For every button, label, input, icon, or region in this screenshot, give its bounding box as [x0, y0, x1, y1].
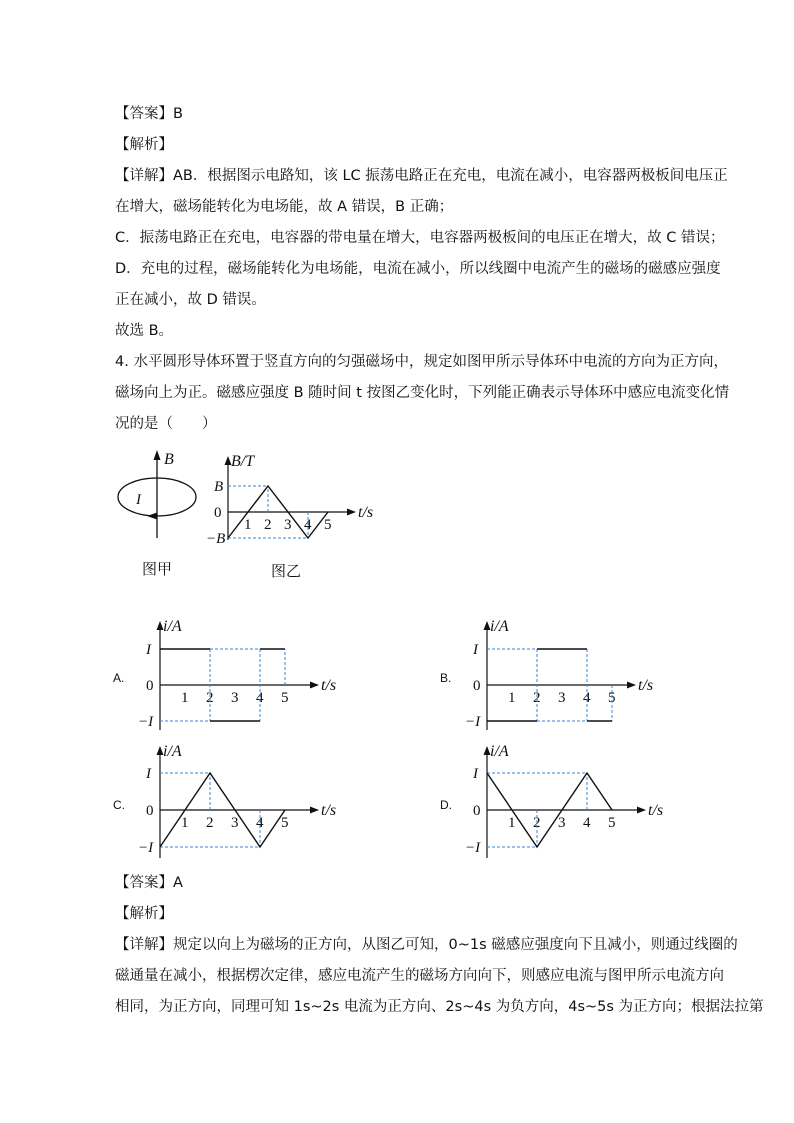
option-label-a: A.	[113, 671, 125, 685]
x-axis-label: t/s	[358, 504, 374, 521]
y-pos-label: I	[146, 642, 151, 658]
detail-line: 在增大，磁场能转化为电场能，故 A 错误，B 正确；	[115, 199, 454, 215]
y-axis-label: i/A	[490, 743, 509, 760]
x-tick-label: 4	[304, 517, 312, 533]
x-axis-label: t/s	[321, 677, 337, 694]
question-line: 4. 水平圆形导体环置于竖直方向的匀强磁场中，规定如图甲所示导体环中电流的方向为正方向，	[115, 354, 728, 370]
y-pos-label: I	[473, 766, 478, 782]
analysis-label-2: 【解析】	[115, 906, 173, 922]
y-axis-label: i/A	[163, 743, 182, 760]
y-neg-label: −B	[206, 531, 226, 547]
option-b-chart[interactable]	[462, 615, 692, 735]
detail-line: 【详解】AB．根据图示电路知，该 LC 振荡电路正在充电，电流在减小，电容器两极板间电压正	[115, 168, 728, 184]
question-line: 磁场向上为正。磁感应强度 B 随时间 t 按图乙变化时，下列能正确表示导体环中感应电流变化情	[115, 385, 730, 401]
x-tick-label: 2	[533, 815, 541, 831]
x-tick-label: 5	[608, 815, 616, 831]
x-axis-arrow-icon	[310, 682, 319, 689]
y-neg-label: −I	[465, 840, 481, 856]
option-label-b: B.	[440, 671, 452, 685]
x-tick-label: 1	[181, 815, 189, 831]
option-label-d: D.	[440, 798, 452, 812]
detail-line: 故选 B。	[115, 323, 174, 339]
option-label-c: C.	[113, 798, 125, 812]
answer-label-2: 【答案】A	[115, 875, 183, 891]
x-axis-arrow-icon	[347, 509, 356, 516]
detail-line: D．充电的过程，磁场能转化为电场能，电流在减小，所以线圈中电流产生的磁场的磁感应强度	[115, 261, 721, 277]
y-pos-label: B	[214, 479, 224, 495]
origin-label: 0	[473, 678, 481, 694]
analysis-label-1: 【解析】	[115, 137, 173, 153]
x-tick-label: 2	[206, 815, 214, 831]
detail-line: 正在减小，故 D 错误。	[115, 292, 266, 308]
detail-line: 相同，为正方向，同理可知 1s~2s 电流为正方向、2s~4s 为负方向，4s~5s 为正方向；根据法拉第	[115, 999, 764, 1015]
field-arrow-head-icon	[154, 450, 161, 460]
x-tick-label: 5	[608, 690, 616, 706]
y-axis-label: i/A	[490, 618, 509, 635]
x-tick-label: 2	[206, 690, 214, 706]
x-tick-label: 1	[181, 690, 189, 706]
x-axis-arrow-icon	[310, 807, 319, 814]
question-line: 况的是（ ）	[115, 416, 217, 432]
x-tick-label: 4	[256, 690, 264, 706]
origin-label: 0	[214, 505, 222, 521]
y-neg-label: −I	[138, 714, 154, 730]
label-I: I	[136, 492, 141, 508]
caption-yi: 图乙	[271, 562, 302, 580]
x-tick-label: 5	[281, 815, 289, 831]
x-tick-label: 2	[264, 517, 272, 533]
x-tick-label: 4	[583, 815, 591, 831]
detail-line: 【详解】规定以向上为磁场的正方向，从图乙可知，0~1s 磁感应强度向下且减小，则通过线圈的	[115, 937, 738, 953]
answer-label-1: 【答案】B	[115, 106, 183, 122]
option-c-chart[interactable]	[135, 738, 365, 863]
x-axis-label: t/s	[638, 677, 654, 694]
detail-line: C．振荡电路正在充电，电容器的带电量在增大，电容器两极板间的电压正在增大，故 C 错误；	[115, 230, 725, 246]
y-pos-label: I	[473, 642, 478, 658]
x-tick-label: 3	[558, 815, 566, 831]
y-neg-label: −I	[465, 714, 481, 730]
current-direction-arrow-icon	[147, 513, 157, 520]
x-tick-label: 4	[256, 815, 264, 831]
caption-jia: 图甲	[142, 560, 173, 578]
option-a-chart[interactable]	[135, 615, 365, 735]
x-axis-label: t/s	[648, 802, 664, 819]
x-tick-label: 4	[583, 690, 591, 706]
x-tick-label: 3	[231, 690, 239, 706]
label-B: B	[164, 451, 174, 468]
x-axis-arrow-icon	[627, 682, 636, 689]
x-tick-label: 5	[324, 517, 332, 533]
y-axis-label: B/T	[231, 453, 255, 470]
x-tick-label: 1	[244, 517, 252, 533]
figure-yi	[200, 448, 380, 548]
x-axis-arrow-icon	[637, 807, 646, 814]
x-tick-label: 1	[508, 690, 516, 706]
x-tick-label: 1	[508, 815, 516, 831]
origin-label: 0	[146, 803, 154, 819]
x-tick-label: 2	[533, 690, 541, 706]
origin-label: 0	[473, 803, 481, 819]
x-axis-label: t/s	[321, 802, 337, 819]
detail-line: 磁通量在减小，根据楞次定律，感应电流产生的磁场方向向下，则感应电流与图甲所示电流方向	[115, 968, 724, 984]
x-tick-label: 3	[284, 517, 292, 533]
y-neg-label: −I	[138, 840, 154, 856]
x-tick-label: 3	[558, 690, 566, 706]
x-tick-label: 3	[231, 815, 239, 831]
option-d-chart[interactable]	[462, 738, 692, 863]
origin-label: 0	[146, 678, 154, 694]
y-pos-label: I	[146, 766, 151, 782]
x-tick-label: 5	[281, 690, 289, 706]
y-axis-label: i/A	[163, 618, 182, 635]
